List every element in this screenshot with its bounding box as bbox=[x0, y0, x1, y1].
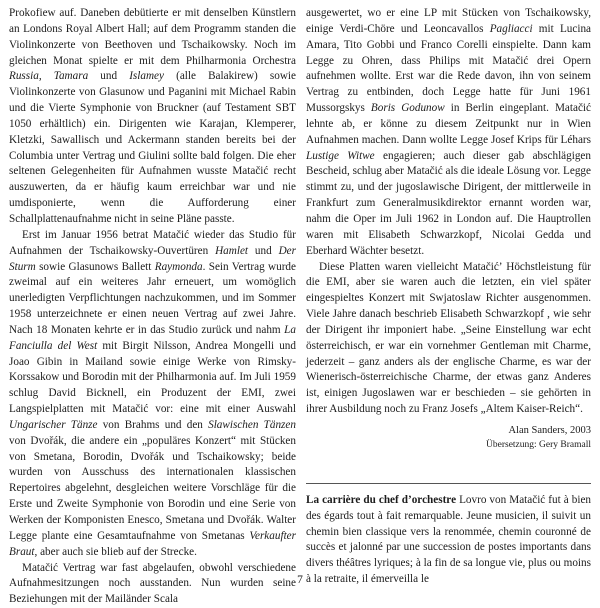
text-run: von Brahms und den bbox=[97, 418, 209, 431]
text-run: mit Birgit Nilsson, Andrea Mongelli und Joao Gibin in Mailand sowie einige Werke von Rimsky-Korssakow und Borodin mit der Philharmonia auf. Im Juli 1959 schlug David Bicknell, ein Produzent der EMI, zwei Langspielplatten mit Matačić vor: eine mit einer Auswahl bbox=[9, 339, 296, 416]
work-title: Slawischen Tänzen bbox=[208, 418, 296, 431]
work-title: Islamey bbox=[129, 70, 164, 83]
work-title: Der Sturm bbox=[9, 244, 296, 273]
text-run: sowie Glasunows Ballett bbox=[35, 260, 155, 273]
text-run: Erst im Januar 1956 betrat Matačić wieder das Studio für Aufnahmen der Tschaikowsky-Ouvertüren bbox=[9, 228, 296, 257]
page-number: 7 bbox=[297, 574, 303, 586]
text-run: , aber auch sie blieb auf der Strecke. bbox=[34, 545, 197, 558]
work-title: Boris Godunow bbox=[370, 102, 445, 115]
author-line: Alan Sanders, 2003 bbox=[508, 424, 591, 436]
text-run: und bbox=[248, 244, 279, 257]
left-column bbox=[9, 6, 296, 608]
right-column bbox=[306, 6, 591, 588]
text-run: engagieren; auch dieser gab abschlägigen Bescheid, schlug aber Matačić als die ideale Lösung vor. Legge stimmt zu, und der jugoslawische Dirigent, der mittlerweile in Frankfurt zum Generalmusikdirektor ernannt worden war, nahm die Oper im Juli 1962 in London auf. Die Hauptrollen waren mit Elisabeth Schwarzkopf, Nicolai Gedda und Eberhard Wächter besetzt. bbox=[306, 149, 591, 257]
section-heading: La carrière du chef d’orchestre bbox=[306, 493, 457, 506]
work-title: Raymonda bbox=[154, 260, 203, 273]
paragraph-records: Diese Platten waren vielleicht Matačić’ Höchstleistung für die EMI, aber sie waren auch die letzten, ein viel später eingespieltes Konzert mit Swjatoslaw Richter ausgenommen. Viele Jahre danach beschrieb Elisabeth Schwarzkopf , wie sehr der Dirigent ihr imponiert habe. „Seine Einstellung war echt österreichisch, er war ein vornehmer Gentleman mit Charme, jederzeit – ganz anders als der englische Charme, es war der Wienerisch-österreichische Charme, der etwas ganz Anderes ist, einigen Jugoslawen war er beschieden – sie gehörten in ihrer Ausbildung noch zu Franz Josefs „Altem Kaiser-Reich“. bbox=[306, 260, 591, 416]
text-run: ausgewertet, wo er eine LP mit Stücken von Tschaikowsky, einige Verdi-Chöre und Leoncavallos bbox=[306, 7, 591, 35]
work-title: Verkaufter Braut bbox=[9, 529, 296, 558]
text-run: (alle Balakirew) sowie Violinkonzerte von Glasunow und Paganini mit Michael Rabin und die Vierte Symphonie von Bruckner (auf Testament SBT 1050 erhältlich) ein. Dirigenten wie Karajan, Klemperer, Kletzki, Sawallisch und Ackermann standen bereits bei der Columbia unter Vertrag und Giulini sollte bald folgen. Die eher seltenen Gelegenheiten für Aufnahmen wusste Matačić recht auszuwerten, da er häufig kaum erreichbar war und nie umdisponierte, wenn die Aufforderung einer Schallplattenaufnahme nicht in seine Pläne passte. bbox=[9, 70, 297, 225]
translator-line: Übersetzung: Gery Bramall bbox=[486, 439, 591, 450]
signature-block bbox=[306, 424, 591, 452]
text-run: von Dvořák, die andere ein „populäres Konzert“ mit Stücken von Smetana, Borodin, Dvořák und Tschaikowsky; beide wurden von Ausschuss des internationalen klassischen Repertoires abgelehnt, desgleichen weitere Vorschläge für die Erste und Zweite Symphonie von Borodin und eine Serie von Werken der Komponisten Enesco, Smetana und Dvořák. Walter Legge plante eine Gesamtaufnahme von Smetanas bbox=[9, 434, 296, 542]
text-run: in Berlin eingeplant. Matačić lehnte ab, er könne zu diesem Zeitpunkt nur in Wien Aufnahmen machen. Dann wollte Legge Josef Krips für Léhars bbox=[306, 102, 591, 146]
text-run: und bbox=[88, 70, 130, 83]
work-title: Lustige Witwe bbox=[306, 149, 375, 162]
paragraph-contract: Matačić Vertrag war fast abgelaufen, obwohl verschiedene Aufnahmesitzungen noch ausstanden. Nun wurden seine Beziehungen mit der Mailänder Scala bbox=[9, 561, 296, 606]
work-title: La Fanciulla del West bbox=[9, 323, 296, 352]
text-run: mit Lucina Amara, Tito Gobbi und Franco Corelli einspielte. Dann kam Legge zu Ohren, dass Philips mit Matačić drei Opern aufnehmen wollte. Erst war die Rede davon, ihn von seinem Vertrag zu entbinden, doch Legge hatte für Juni 1961 Mussorgskys bbox=[306, 22, 591, 115]
text-run: Prokofiew auf. Daneben debütierte er mit denselben Künstlern an Londons Royal Albert Hall; auf dem Programm standen die Violinkonzerte von Beethoven und Tschaikowsky. Noch im gleichen Monat spielte er mit dem Philharmonia Orchestra bbox=[9, 7, 296, 67]
section-divider bbox=[306, 483, 591, 484]
work-title: Ungarischer Tänze bbox=[9, 418, 98, 431]
text-run: . Sein Vertrag wurde zweimal auf ein weiteres Jahr erneuert, um womöglich unerledigten Verpflichtungen nachzukommen, und im Sommer 1958 unterzeichnete er einen neuen Vertrag auf zwei Jahre. Nach 18 Monaten kehrte er in das Studio zurück und nahm bbox=[9, 260, 296, 336]
work-title: Hamlet bbox=[215, 244, 249, 257]
work-title: Russia, Tamara bbox=[9, 70, 89, 83]
text-run: Lovro von Matačić fut à bien des égards tout à fait remarquable. Jeune musicien, il suivit un chemin bien classique vers la renommée, chemin couronné de succès et jalonné par une succession de postes importants dans divers théâtres lyriques; à la fin de sa longue vie, plus ou moins à la retraite, il émerveilla le bbox=[306, 493, 591, 586]
paragraph-intro bbox=[9, 6, 296, 228]
work-title: Pagliacci bbox=[489, 22, 533, 35]
paragraph-1956 bbox=[9, 228, 296, 561]
paragraph-scala bbox=[306, 6, 591, 260]
